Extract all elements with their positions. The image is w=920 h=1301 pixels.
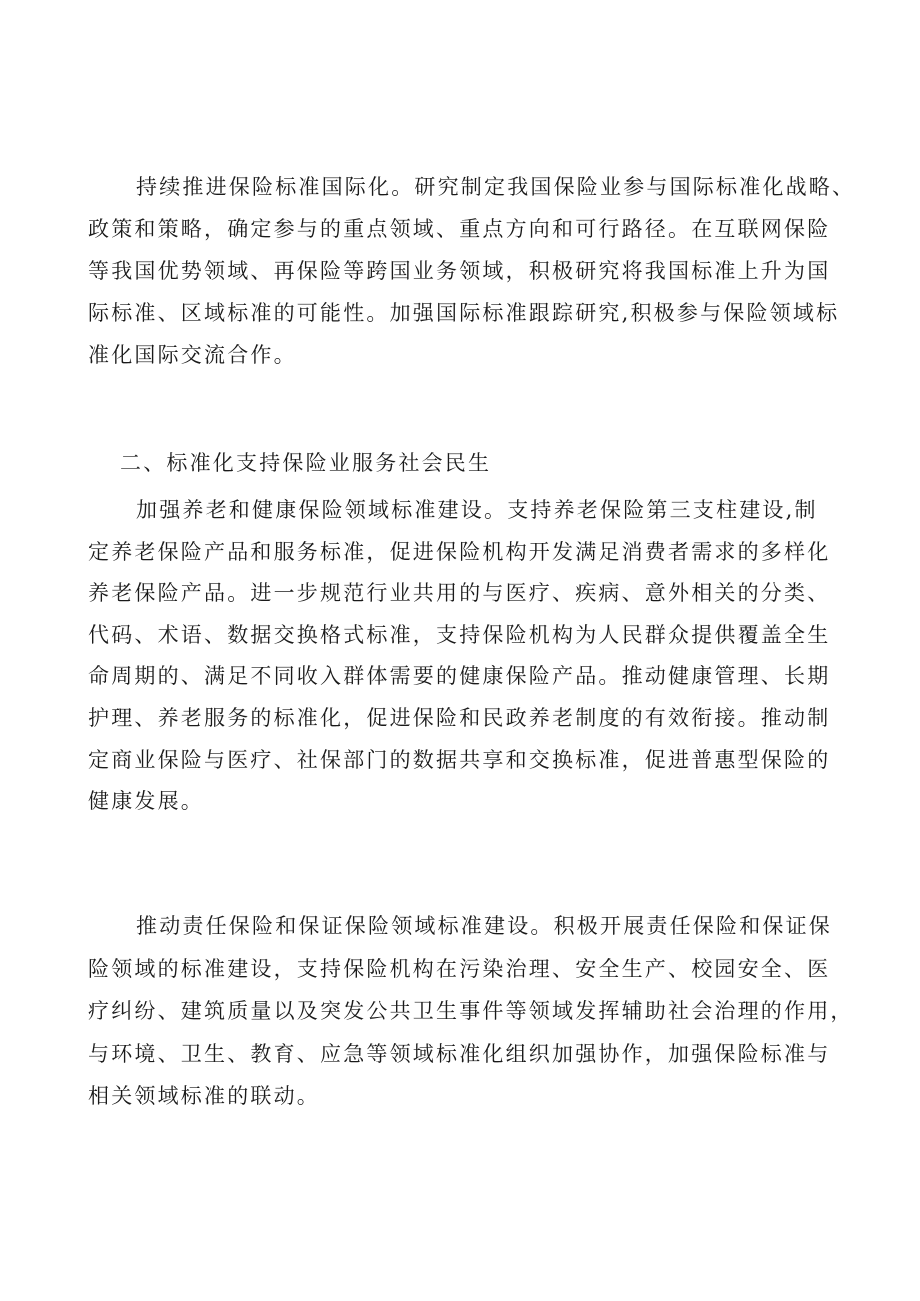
paragraph-line: 准化国际交流合作。 [88, 343, 297, 367]
paragraph-line: 推动责任保险和保证保险领域标准建设。积极开展责任保险和保证保 [136, 914, 832, 938]
paragraph-pension-health [88, 490, 830, 823]
paragraph-line: 命周期的、满足不同收入群体需要的健康保险产品。推动健康管理、长期 [88, 664, 831, 689]
paragraph-line: 养老保险产品。进一步规范行业共用的与医疗、疾病、意外相关的分类、 [88, 581, 831, 606]
paragraph-line: 等我国优势领域、再保险等跨国业务领域，积极研究将我国标准上升为国 [88, 259, 831, 283]
paragraph-line: 加强养老和健康保险领域标准建设。支持养老保险第三支柱建设,制 [136, 498, 818, 522]
paragraph-line: 相关领域标准的联动。 [88, 1084, 320, 1108]
section-heading: 二、标准化支持保险业服务社会民生 [120, 451, 492, 475]
paragraph-line: 护理、养老服务的标准化，促进保险和民政养老制度的有效衔接。推动制 [88, 705, 831, 730]
paragraph-line: 持续推进保险标准国际化。研究制定我国保险业参与国际标准化战略、 [136, 175, 856, 199]
paragraph-line: 健康发展。 [88, 789, 204, 814]
paragraph-line: 定养老保险产品和服务标准，促进保险机构开发满足消费者需求的多样化 [88, 539, 831, 564]
paragraph-liability-guarantee [88, 905, 854, 1118]
paragraph-line: 定商业保险与医疗、社保部门的数据共享和交换标准，促进普惠型保险的 [88, 747, 831, 772]
paragraph-line: 代码、术语、数据交换格式标准，支持保险机构为人民群众提供覆盖全生 [88, 622, 831, 647]
paragraph-line: 疗纠纷、建筑质量以及突发公共卫生事件等领域发挥辅助社会治理的作用， [88, 999, 854, 1023]
paragraph-line: 险领域的标准建设，支持保险机构在污染治理、安全生产、校园安全、医 [88, 956, 831, 981]
paragraph-line: 政策和策略，确定参与的重点领域、重点方向和可行路径。在互联网保险 [88, 217, 831, 241]
paragraph-line: 际标准、区域标准的可能性。加强国际标准跟踪研究,积极参与保险领域标 [88, 301, 840, 325]
paragraph-line: 与环境、卫生、教育、应急等领域标准化组织加强协作，加强保险标准与 [88, 1041, 831, 1066]
paragraph-international-standards [88, 166, 855, 376]
